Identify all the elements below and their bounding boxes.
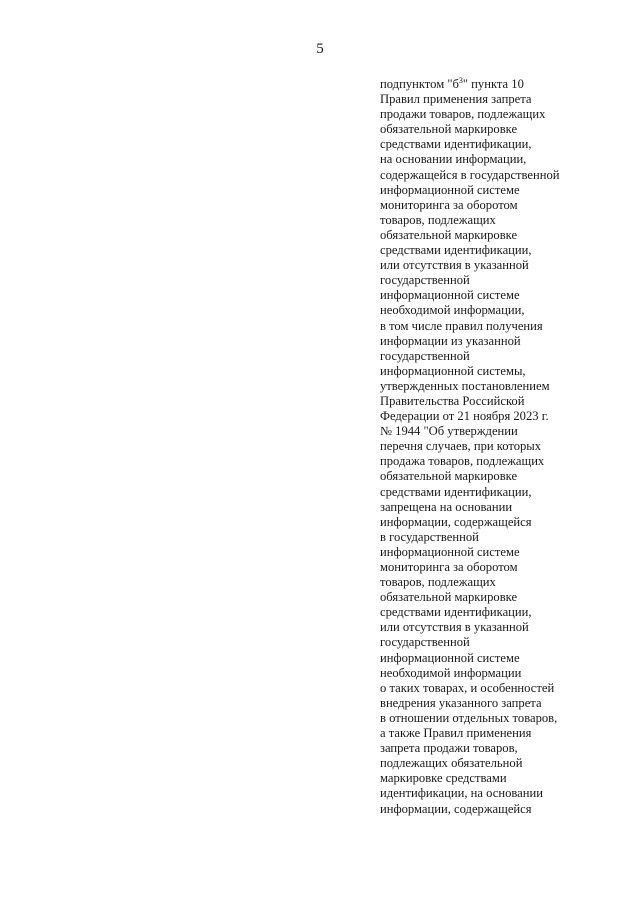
- text-line: или отсутствия в указанной: [380, 620, 529, 635]
- text-line: государственной: [380, 348, 470, 363]
- text-line: или отсутствия в указанной: [380, 258, 529, 273]
- text-line: средствами идентификации,: [380, 243, 532, 258]
- text-line: мониторинга за оборотом: [380, 560, 518, 574]
- text-line: № 1944 "Об утверждении: [380, 424, 518, 439]
- text-line: перечня случаев, при которых: [380, 439, 542, 454]
- text-line: информации, содержащейся: [380, 514, 532, 529]
- text-line: товаров, подлежащих: [380, 575, 496, 590]
- text-line-first-before: подпунктом "б: [380, 77, 459, 91]
- text-line: содержащейся в государственной: [380, 167, 560, 182]
- text-line: необходимой информации: [380, 665, 522, 680]
- text-line: на основании информации,: [380, 152, 527, 167]
- text-line: государственной: [380, 273, 470, 288]
- text-line: внедрения указанного запрета: [380, 695, 542, 710]
- text-line: запрета продажи товаров,: [380, 741, 518, 756]
- document-text-column: [380, 77, 630, 817]
- text-line: продажи товаров, подлежащих: [380, 107, 546, 122]
- text-line: обязательной маркировке: [380, 469, 518, 484]
- text-line-first: [380, 77, 630, 92]
- text-line: Правительства Российской: [380, 393, 525, 408]
- text-line: информационной системе: [380, 650, 520, 665]
- text-line: средствами идентификации,: [380, 137, 532, 152]
- text-line: обязательной маркировке: [380, 227, 518, 242]
- page-number: 5: [316, 41, 324, 57]
- text-line: информации, содержащейся: [380, 801, 532, 816]
- text-line: информации из указанной: [380, 333, 521, 348]
- text-line: мониторинга за оборотом: [380, 197, 518, 212]
- text-line: необходимой информации,: [380, 303, 525, 318]
- text-line: утвержденных постановлением: [380, 378, 550, 393]
- text-line: запрещена на основании: [380, 499, 513, 514]
- text-line: Федерации от 21 ноября 2023 г.: [380, 409, 549, 424]
- text-line: информационной системе: [380, 288, 520, 303]
- text-line: в государственной: [380, 529, 479, 544]
- text-line: в том числе правил получения: [380, 318, 543, 333]
- text-line: идентификации, на основании: [380, 786, 543, 801]
- text-line: о таких товарах, и особенностей: [380, 680, 555, 695]
- text-line: маркировке средствами: [380, 771, 507, 786]
- text-line: информационной системе: [380, 544, 520, 559]
- text-line: информационной системы,: [380, 363, 526, 378]
- text-line: а также Правил применения: [380, 726, 532, 741]
- text-line: обязательной маркировке: [380, 590, 518, 605]
- superscript-number: 3: [458, 76, 463, 85]
- text-line: информационной системе: [380, 182, 520, 197]
- text-line-first-after: " пункта 10: [462, 77, 524, 91]
- text-line: товаров, подлежащих: [380, 212, 496, 227]
- text-line: в отношении отдельных товаров,: [380, 710, 558, 725]
- text-line: обязательной маркировке: [380, 122, 518, 137]
- text-line: подлежащих обязательной: [380, 756, 523, 771]
- text-line: Правил применения запрета: [380, 92, 532, 107]
- text-line: средствами идентификации,: [380, 605, 532, 620]
- text-line: государственной: [380, 635, 470, 650]
- text-line: продажа товаров, подлежащих: [380, 454, 545, 469]
- text-line: средствами идентификации,: [380, 484, 532, 499]
